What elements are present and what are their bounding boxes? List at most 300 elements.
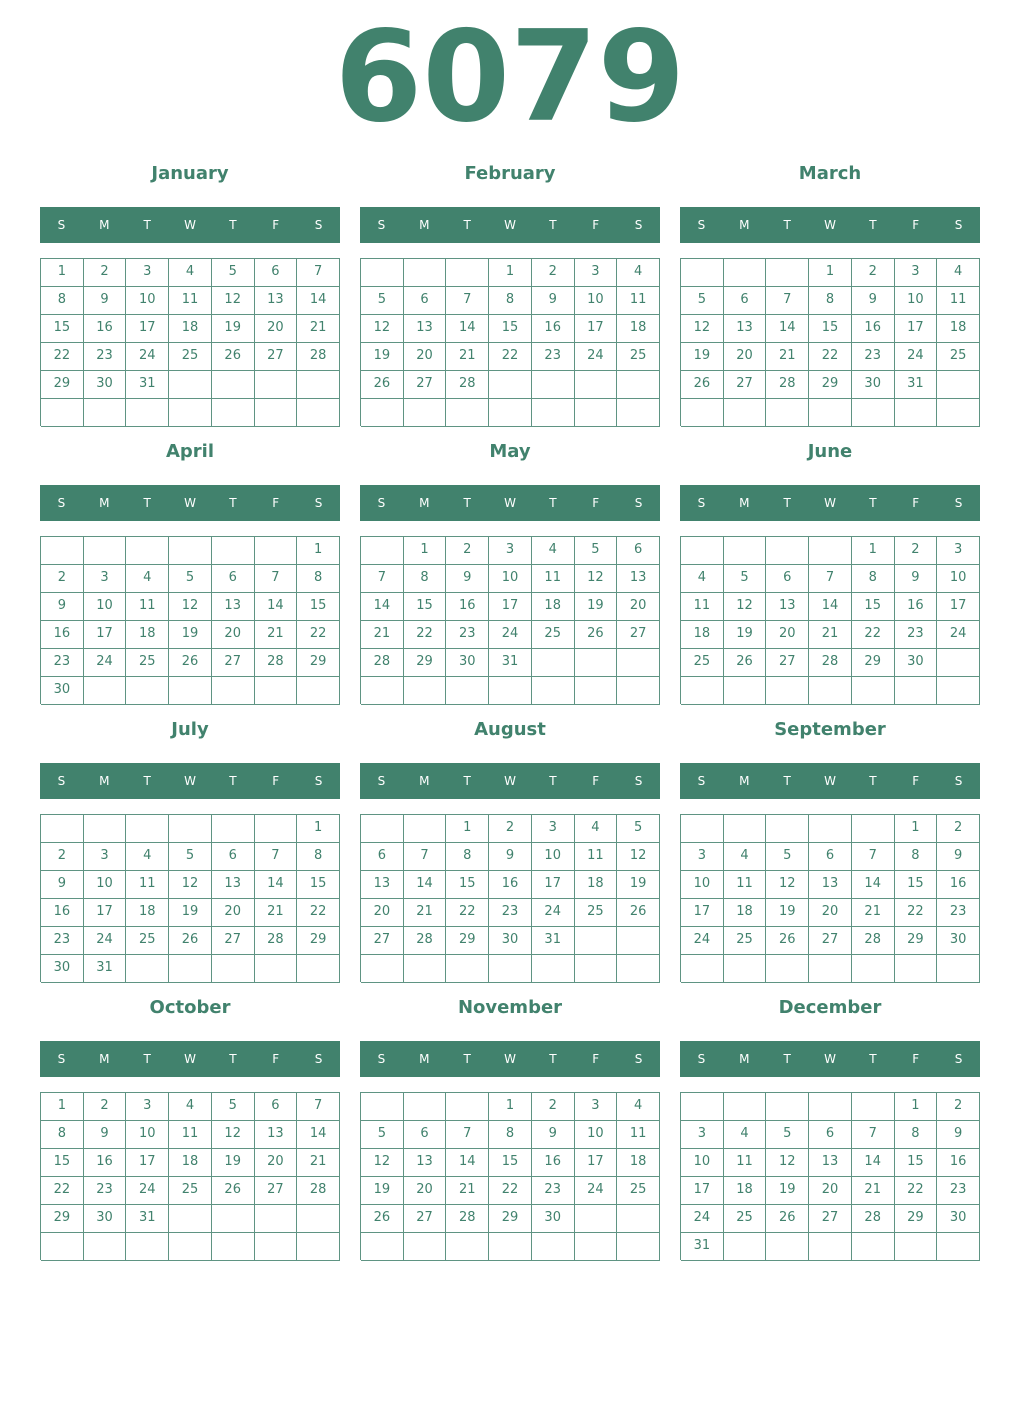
- day-cell: 27: [809, 1205, 852, 1233]
- day-cell: 16: [852, 315, 895, 343]
- day-cell: 23: [41, 927, 84, 955]
- day-cell: 4: [575, 815, 618, 843]
- day-cell: 4: [126, 565, 169, 593]
- empty-cell: [895, 677, 938, 705]
- day-cell: 14: [852, 871, 895, 899]
- day-cell: 9: [84, 287, 127, 315]
- day-cell: 12: [361, 315, 404, 343]
- day-cell: 13: [404, 315, 447, 343]
- day-cell: 20: [212, 899, 255, 927]
- day-cell: 9: [937, 843, 980, 871]
- day-cell: 7: [297, 259, 340, 287]
- day-cell: 4: [169, 1093, 212, 1121]
- day-cell: 16: [84, 1149, 127, 1177]
- weekday-label: T: [143, 218, 151, 232]
- weekday-label: T: [869, 774, 877, 788]
- day-cell: 21: [361, 621, 404, 649]
- day-cell: 22: [489, 1177, 532, 1205]
- day-cell: 28: [852, 927, 895, 955]
- empty-cell: [809, 537, 852, 565]
- empty-cell: [297, 955, 340, 983]
- weekday-label: S: [697, 1052, 706, 1066]
- day-cell: 16: [84, 315, 127, 343]
- empty-cell: [446, 259, 489, 287]
- month-name: April: [165, 441, 215, 462]
- empty-cell: [724, 399, 767, 427]
- weekday-label: M: [99, 218, 110, 232]
- empty-cell: [212, 371, 255, 399]
- day-cell: 16: [895, 593, 938, 621]
- day-cell: 20: [809, 899, 852, 927]
- day-cell: 16: [41, 621, 84, 649]
- empty-cell: [361, 1233, 404, 1261]
- day-cell: 28: [852, 1205, 895, 1233]
- day-cell: 28: [255, 927, 298, 955]
- weekday-label: T: [869, 218, 877, 232]
- day-cell: 1: [489, 1093, 532, 1121]
- weekday-label: W: [504, 496, 516, 510]
- weekday-label: T: [549, 1052, 557, 1066]
- day-cell: 17: [895, 315, 938, 343]
- empty-cell: [169, 537, 212, 565]
- weekday-label: T: [229, 1052, 237, 1066]
- day-cell: 6: [255, 1093, 298, 1121]
- day-cell: 18: [724, 1177, 767, 1205]
- weekday-label: W: [824, 496, 836, 510]
- day-cell: 9: [489, 843, 532, 871]
- day-cell: 7: [255, 843, 298, 871]
- weekday-label: T: [143, 496, 151, 510]
- day-cell: 13: [766, 593, 809, 621]
- day-cell: 25: [126, 927, 169, 955]
- day-cell: 30: [895, 649, 938, 677]
- day-cell: 14: [255, 593, 298, 621]
- empty-cell: [681, 259, 724, 287]
- day-cell: 17: [84, 899, 127, 927]
- empty-cell: [575, 371, 618, 399]
- day-cell: 20: [212, 621, 255, 649]
- day-cell: 1: [41, 1093, 84, 1121]
- day-cell: 1: [41, 259, 84, 287]
- day-cell: 2: [852, 259, 895, 287]
- month-name: August: [474, 719, 546, 740]
- day-cell: 18: [126, 621, 169, 649]
- day-cell: 14: [852, 1149, 895, 1177]
- empty-cell: [937, 955, 980, 983]
- day-cell: 16: [532, 315, 575, 343]
- day-cell: 29: [489, 1205, 532, 1233]
- day-cell: 11: [937, 287, 980, 315]
- empty-cell: [361, 537, 404, 565]
- day-cell: 11: [532, 565, 575, 593]
- day-cell: 15: [489, 1149, 532, 1177]
- weekday-label: W: [504, 1052, 516, 1066]
- day-cell: 25: [617, 1177, 660, 1205]
- empty-cell: [937, 371, 980, 399]
- day-cell: 15: [446, 871, 489, 899]
- empty-cell: [852, 1233, 895, 1261]
- day-cell: 15: [41, 1149, 84, 1177]
- weekday-label: T: [869, 1052, 877, 1066]
- weekday-label: S: [697, 218, 706, 232]
- day-cell: 22: [297, 899, 340, 927]
- day-cell: 29: [809, 371, 852, 399]
- month-name: June: [807, 441, 853, 462]
- weekday-header: [40, 485, 340, 521]
- weekday-label: F: [592, 774, 600, 788]
- day-cell: 10: [126, 287, 169, 315]
- day-cell: 1: [404, 537, 447, 565]
- day-cell: 21: [297, 315, 340, 343]
- day-grid: [40, 536, 340, 704]
- day-cell: 27: [404, 1205, 447, 1233]
- day-cell: 11: [617, 1121, 660, 1149]
- weekday-label: S: [697, 774, 706, 788]
- day-cell: 7: [297, 1093, 340, 1121]
- day-cell: 2: [41, 565, 84, 593]
- empty-cell: [724, 259, 767, 287]
- empty-cell: [809, 677, 852, 705]
- day-cell: 27: [361, 927, 404, 955]
- day-cell: 25: [617, 343, 660, 371]
- day-cell: 31: [681, 1233, 724, 1261]
- day-cell: 29: [895, 927, 938, 955]
- day-cell: 15: [489, 315, 532, 343]
- day-cell: 20: [255, 1149, 298, 1177]
- weekday-label: M: [739, 1052, 750, 1066]
- day-cell: 12: [212, 287, 255, 315]
- weekday-header: [40, 1041, 340, 1077]
- empty-cell: [766, 815, 809, 843]
- empty-cell: [255, 537, 298, 565]
- day-cell: 15: [809, 315, 852, 343]
- day-cell: 14: [297, 1121, 340, 1149]
- empty-cell: [361, 259, 404, 287]
- day-cell: 22: [297, 621, 340, 649]
- empty-cell: [724, 955, 767, 983]
- day-cell: 20: [766, 621, 809, 649]
- day-cell: 28: [297, 1177, 340, 1205]
- day-cell: 24: [489, 621, 532, 649]
- empty-cell: [212, 399, 255, 427]
- empty-cell: [575, 955, 618, 983]
- day-cell: 30: [852, 371, 895, 399]
- day-cell: 23: [84, 343, 127, 371]
- day-cell: 27: [404, 371, 447, 399]
- day-cell: 3: [84, 565, 127, 593]
- empty-cell: [937, 1233, 980, 1261]
- day-cell: 28: [809, 649, 852, 677]
- day-cell: 31: [489, 649, 532, 677]
- day-cell: 13: [404, 1149, 447, 1177]
- day-cell: 6: [766, 565, 809, 593]
- day-cell: 16: [937, 1149, 980, 1177]
- empty-cell: [446, 1093, 489, 1121]
- day-cell: 20: [361, 899, 404, 927]
- day-grid: [360, 258, 660, 426]
- day-cell: 1: [489, 259, 532, 287]
- day-cell: 8: [809, 287, 852, 315]
- day-cell: 18: [937, 315, 980, 343]
- day-cell: 25: [126, 649, 169, 677]
- empty-cell: [84, 537, 127, 565]
- empty-cell: [766, 399, 809, 427]
- day-cell: 19: [212, 1149, 255, 1177]
- empty-cell: [404, 399, 447, 427]
- empty-cell: [852, 1093, 895, 1121]
- day-cell: 26: [766, 1205, 809, 1233]
- weekday-label: F: [912, 496, 920, 510]
- day-cell: 4: [724, 1121, 767, 1149]
- weekday-label: S: [57, 218, 66, 232]
- day-cell: 10: [681, 1149, 724, 1177]
- empty-cell: [212, 677, 255, 705]
- day-grid: [680, 1092, 980, 1260]
- empty-cell: [852, 955, 895, 983]
- day-cell: 5: [212, 259, 255, 287]
- day-cell: 14: [809, 593, 852, 621]
- day-cell: 22: [852, 621, 895, 649]
- day-cell: 18: [681, 621, 724, 649]
- day-cell: 8: [489, 287, 532, 315]
- weekday-label: S: [57, 774, 66, 788]
- day-cell: 21: [404, 899, 447, 927]
- day-cell: 15: [895, 871, 938, 899]
- empty-cell: [532, 399, 575, 427]
- day-cell: 13: [809, 1149, 852, 1177]
- weekday-label: T: [463, 218, 471, 232]
- weekday-label: M: [99, 774, 110, 788]
- weekday-label: W: [184, 1052, 196, 1066]
- day-cell: 28: [361, 649, 404, 677]
- weekday-label: T: [463, 1052, 471, 1066]
- weekday-label: S: [314, 774, 323, 788]
- day-cell: 28: [446, 371, 489, 399]
- day-cell: 6: [724, 287, 767, 315]
- empty-cell: [532, 677, 575, 705]
- day-cell: 5: [575, 537, 618, 565]
- empty-cell: [361, 677, 404, 705]
- empty-cell: [532, 1233, 575, 1261]
- empty-cell: [532, 649, 575, 677]
- day-cell: 5: [766, 843, 809, 871]
- day-cell: 10: [84, 593, 127, 621]
- day-cell: 18: [169, 315, 212, 343]
- day-cell: 5: [169, 843, 212, 871]
- month-name: October: [149, 997, 231, 1018]
- month-name: September: [774, 719, 886, 740]
- day-cell: 17: [681, 899, 724, 927]
- month-name: July: [171, 719, 209, 740]
- day-cell: 3: [937, 537, 980, 565]
- weekday-header: [360, 1041, 660, 1077]
- day-cell: 4: [169, 259, 212, 287]
- empty-cell: [724, 1093, 767, 1121]
- day-cell: 10: [937, 565, 980, 593]
- weekday-header: [680, 207, 980, 243]
- day-cell: 5: [617, 815, 660, 843]
- day-cell: 25: [169, 1177, 212, 1205]
- day-cell: 27: [212, 927, 255, 955]
- weekday-label: W: [504, 218, 516, 232]
- day-cell: 2: [937, 1093, 980, 1121]
- day-cell: 10: [84, 871, 127, 899]
- empty-cell: [212, 1205, 255, 1233]
- weekday-label: S: [377, 496, 386, 510]
- weekday-label: W: [184, 218, 196, 232]
- day-grid: [360, 1092, 660, 1260]
- empty-cell: [617, 677, 660, 705]
- empty-cell: [681, 537, 724, 565]
- day-cell: 6: [212, 843, 255, 871]
- day-cell: 9: [937, 1121, 980, 1149]
- empty-cell: [724, 815, 767, 843]
- day-cell: 24: [681, 1205, 724, 1233]
- day-cell: 10: [575, 1121, 618, 1149]
- day-cell: 10: [681, 871, 724, 899]
- day-cell: 7: [404, 843, 447, 871]
- day-cell: 19: [575, 593, 618, 621]
- day-cell: 22: [489, 343, 532, 371]
- weekday-label: S: [634, 496, 643, 510]
- empty-cell: [126, 955, 169, 983]
- day-cell: 5: [766, 1121, 809, 1149]
- weekday-label: S: [954, 218, 963, 232]
- day-cell: 22: [41, 343, 84, 371]
- day-cell: 28: [297, 343, 340, 371]
- day-cell: 17: [532, 871, 575, 899]
- empty-cell: [617, 649, 660, 677]
- empty-cell: [575, 1233, 618, 1261]
- empty-cell: [41, 537, 84, 565]
- day-cell: 4: [617, 259, 660, 287]
- day-cell: 2: [41, 843, 84, 871]
- day-cell: 13: [255, 287, 298, 315]
- empty-cell: [404, 1233, 447, 1261]
- empty-cell: [489, 399, 532, 427]
- day-cell: 2: [446, 537, 489, 565]
- day-cell: 29: [895, 1205, 938, 1233]
- empty-cell: [937, 649, 980, 677]
- day-cell: 25: [724, 1205, 767, 1233]
- empty-cell: [575, 927, 618, 955]
- weekday-label: T: [229, 774, 237, 788]
- day-cell: 28: [766, 371, 809, 399]
- day-cell: 18: [126, 899, 169, 927]
- day-cell: 27: [212, 649, 255, 677]
- day-cell: 4: [532, 537, 575, 565]
- day-cell: 19: [169, 621, 212, 649]
- weekday-label: F: [592, 496, 600, 510]
- empty-cell: [361, 399, 404, 427]
- day-cell: 27: [617, 621, 660, 649]
- empty-cell: [681, 399, 724, 427]
- weekday-label: S: [954, 496, 963, 510]
- day-cell: 3: [895, 259, 938, 287]
- empty-cell: [809, 1233, 852, 1261]
- day-cell: 1: [809, 259, 852, 287]
- day-cell: 11: [169, 287, 212, 315]
- empty-cell: [361, 955, 404, 983]
- day-cell: 3: [84, 843, 127, 871]
- day-cell: 19: [766, 899, 809, 927]
- day-cell: 22: [895, 899, 938, 927]
- empty-cell: [212, 815, 255, 843]
- day-cell: 9: [895, 565, 938, 593]
- empty-cell: [446, 399, 489, 427]
- day-cell: 12: [766, 1149, 809, 1177]
- weekday-label: W: [184, 774, 196, 788]
- day-cell: 17: [489, 593, 532, 621]
- empty-cell: [489, 677, 532, 705]
- day-cell: 24: [532, 899, 575, 927]
- day-grid: [680, 258, 980, 426]
- day-cell: 6: [404, 287, 447, 315]
- weekday-label: S: [634, 1052, 643, 1066]
- day-cell: 13: [361, 871, 404, 899]
- day-cell: 26: [681, 371, 724, 399]
- weekday-label: T: [783, 218, 791, 232]
- day-cell: 5: [724, 565, 767, 593]
- empty-cell: [724, 1233, 767, 1261]
- day-cell: 24: [937, 621, 980, 649]
- day-cell: 1: [895, 815, 938, 843]
- day-cell: 26: [361, 371, 404, 399]
- day-cell: 18: [532, 593, 575, 621]
- weekday-label: F: [912, 218, 920, 232]
- day-cell: 25: [532, 621, 575, 649]
- weekday-label: S: [314, 496, 323, 510]
- day-cell: 1: [446, 815, 489, 843]
- day-cell: 3: [575, 259, 618, 287]
- empty-cell: [724, 537, 767, 565]
- weekday-header: [360, 485, 660, 521]
- empty-cell: [575, 399, 618, 427]
- day-cell: 16: [446, 593, 489, 621]
- day-cell: 30: [532, 1205, 575, 1233]
- weekday-label: S: [634, 774, 643, 788]
- day-cell: 1: [852, 537, 895, 565]
- weekday-label: M: [419, 496, 430, 510]
- empty-cell: [404, 259, 447, 287]
- day-cell: 8: [895, 1121, 938, 1149]
- day-cell: 14: [361, 593, 404, 621]
- day-grid: [360, 536, 660, 704]
- empty-cell: [169, 399, 212, 427]
- day-cell: 7: [446, 287, 489, 315]
- weekday-header: [40, 763, 340, 799]
- empty-cell: [297, 1205, 340, 1233]
- empty-cell: [809, 1093, 852, 1121]
- day-cell: 17: [126, 315, 169, 343]
- empty-cell: [937, 399, 980, 427]
- day-cell: 7: [361, 565, 404, 593]
- day-cell: 25: [681, 649, 724, 677]
- day-cell: 26: [169, 649, 212, 677]
- day-cell: 19: [724, 621, 767, 649]
- day-cell: 6: [617, 537, 660, 565]
- day-cell: 27: [255, 1177, 298, 1205]
- day-cell: 30: [446, 649, 489, 677]
- day-cell: 21: [297, 1149, 340, 1177]
- empty-cell: [255, 1233, 298, 1261]
- month-name: November: [457, 997, 563, 1018]
- day-cell: 24: [681, 927, 724, 955]
- day-cell: 14: [404, 871, 447, 899]
- day-cell: 24: [575, 343, 618, 371]
- day-cell: 21: [809, 621, 852, 649]
- day-cell: 2: [937, 815, 980, 843]
